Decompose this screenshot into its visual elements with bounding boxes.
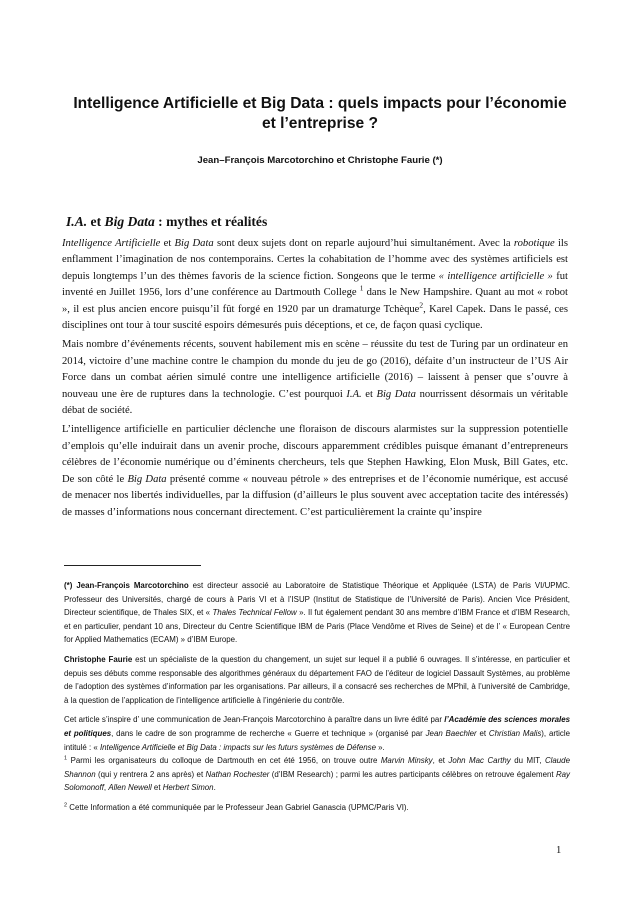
text: ». bbox=[375, 742, 385, 752]
em-text: Big Data bbox=[127, 473, 167, 485]
em-text: Big Data bbox=[174, 238, 214, 249]
em-text: Allen Newell bbox=[108, 783, 152, 793]
text: Cet article s’inspire d’ une communication de Jean-François Marcotorchino à paraître dans un livre édité par bbox=[64, 715, 445, 725]
em-text: Christian Malis bbox=[488, 728, 542, 738]
paragraph-3 bbox=[62, 422, 568, 520]
text: , et bbox=[432, 756, 449, 766]
bold-text: Christophe Faurie bbox=[64, 654, 133, 664]
text: (qui y rentrera 2 ans après) et bbox=[95, 769, 206, 779]
em-text: « intelligence artificielle » bbox=[438, 270, 553, 282]
paragraph-2 bbox=[62, 337, 568, 419]
footnote-number: 2 bbox=[64, 802, 68, 809]
bold-text: (*) Jean-François Marcotorchino bbox=[64, 581, 189, 590]
page-title: Intelligence Artificielle et Big Data : quels impacts pour l’économie et l’entreprise ? bbox=[73, 95, 567, 132]
em-text: Intelligence Artificielle et Big Data : impacts sur les futurs systèmes de Défense bbox=[99, 742, 376, 752]
text: et bbox=[151, 783, 163, 793]
text: fut inventé en Juillet 1956, lors d’une conférence au Dartmouth College bbox=[62, 270, 568, 299]
text: Parmi les organisateurs du colloque de Dartmouth en cet été 1956, on trouve outre bbox=[67, 756, 381, 766]
em-text: Marvin Minsky bbox=[380, 756, 433, 766]
em-text: robotique bbox=[513, 238, 555, 249]
heading-mid: et bbox=[87, 214, 105, 229]
body-text bbox=[62, 236, 568, 524]
em-text: Jean Baechler bbox=[425, 728, 477, 738]
text: et bbox=[476, 728, 489, 738]
bold-em-text: l’Académie des sciences morales et politiques bbox=[64, 715, 570, 738]
section-heading bbox=[66, 214, 267, 230]
em-text: Big Data bbox=[376, 388, 416, 400]
heading-em-bigdata: Big Data bbox=[104, 214, 155, 229]
authors-line: Jean–François Marcotorchino et Christophe Faurie (*) bbox=[197, 155, 443, 166]
text: et bbox=[361, 388, 377, 400]
text: ), article intitulé : « bbox=[64, 728, 570, 752]
footnote-ref-1[interactable]: 1 bbox=[359, 283, 364, 293]
text: présenté comme « nouveau pétrole » des entreprises et de l’économie numérique, est accusé de menacer nos libertés individuelles, par la diffusion (d’ailleurs le plus souvent avec acceptation tacite des intéressés) de masses d’informations nous concernant directement. C’est particulièrement la crainte qu’inspire bbox=[62, 473, 568, 518]
heading-rest: : mythes et réalités bbox=[154, 214, 268, 229]
footnote-authors-2 bbox=[64, 653, 570, 707]
text: Cette Information a été communiquée par le Professeur Jean Gabriel Ganascia (UPMC/Paris VI). bbox=[67, 802, 409, 812]
footnote-authors-1 bbox=[64, 579, 570, 647]
text: et bbox=[160, 238, 175, 249]
text: L’intelligence artificielle en particulier déclenche une floraison de discours alarmistes sur la suppression potentielle d’emplois qu’elle induirait dans un avenir proche, discours apparemment crédibles puisque émanant d’entrepreneurs célèbres de l’économie numérique ou d’éminents chercheurs, tels que Stephen Hawking, Elon Musk, Bill Gates, etc. De son côté le bbox=[62, 424, 568, 485]
paragraph-1 bbox=[62, 236, 568, 334]
em-text: Ray Solomonoff bbox=[64, 769, 570, 793]
footnotes bbox=[64, 579, 570, 821]
text: , bbox=[103, 783, 109, 793]
text: est directeur associé au Laboratoire de Statistique Théorique et Appliquée (LSTA) de Paris VI/UPMC. Professeur des Universités, chargé de cours à Paris VI et à l’ISUP (Institut de Statistique de l’Université de Paris). Ancien Vice Président, Directeur scientifique, de Thales SIX, et « bbox=[64, 581, 570, 618]
text: , Karel Capek. Dans le passé, ces disciplines ont tour à tour suscité espoirs démesurés puis déceptions, et ce, de façon quasi cyclique. bbox=[62, 303, 568, 332]
text: Mais nombre d’événements récents, souvent habilement mis en scène – réussite du test de Turing par un ordinateur en 2014, victoire d’une machine contre le champion du monde du jeu de go (2016), défaite d’un instructeur de l’US Air Force dans un combat aérien simulé contre une intelligence artificielle (2016) – laissent à penser que s’ouvre à nouveau une ère de ruptures dans la technologie. C’est pourquoi bbox=[62, 339, 568, 400]
text: du MIT, bbox=[510, 756, 545, 766]
em-text: Intelligence Artificielle bbox=[62, 238, 161, 249]
text: ». Il fut également pendant 30 ans membre d’IBM France et d’IBM Research, et en particulier, pendant 10 ans, Directeur du Centre Scientifique IBM de Paris (Place Vendôme et Rives de Seine) et de l’ « European Centre for Applied Mathematics (ECAM) » d’IBM Europe. bbox=[64, 608, 570, 645]
footnote-number: 1 bbox=[64, 755, 68, 762]
text: (d’IBM Research) ; parmi les autres participants célèbres on retrouve également bbox=[269, 769, 556, 779]
text: . bbox=[213, 783, 216, 793]
footnote-1 bbox=[64, 754, 570, 795]
em-text: Nathan Rochester bbox=[205, 769, 270, 779]
em-text: I.A. bbox=[346, 388, 362, 400]
footnote-2 bbox=[64, 801, 570, 815]
page-number: 1 bbox=[556, 845, 562, 856]
text: dans le New Hampshire. Quant au mot « robot », il est plus ancien encore puisqu’il fût forgé en 1920 par un dramaturge Tchèque bbox=[62, 287, 568, 315]
footnote-source bbox=[64, 713, 570, 754]
footnote-separator bbox=[64, 565, 201, 566]
em-text: Herbert Simon bbox=[162, 783, 214, 793]
text: est un spécialiste de la question du changement, un sujet sur lequel il a publié 6 ouvrages. Il s’intéresse, en particulier et depuis ses débuts comme responsable des algorithmes généraux du département FAO de l’éditeur de logiciel Dassault Systèmes, au problème de l’adoption des systèmes d’information par les organisations. Par ailleurs, il a consacré ses recherches de MPhil, à l’université de Cambridge, à la question de l’application de l’intelligence artificielle à l’ingénierie du contrôle. bbox=[64, 654, 570, 705]
em-text: John Mac Carthy bbox=[448, 756, 511, 766]
text: sont deux sujets dont on reparle aujourd’hui simultanément. Avec la bbox=[213, 238, 514, 249]
em-text: Thales Technical Fellow bbox=[212, 608, 297, 618]
footnote-ref-2[interactable]: 2 bbox=[419, 300, 424, 310]
heading-em-ia: I.A. bbox=[66, 214, 88, 229]
text: ils enflamment l’imagination de nos contemporains. Certes la cohabitation de l’homme avec des systèmes artificiels est depuis longtemps l’un des thèmes favoris de la science fiction. Songeons que le terme bbox=[62, 238, 568, 282]
text: nourrissent désormais un véritable débat de société. bbox=[62, 388, 568, 417]
text: , dans le cadre de son programme de recherche « Guerre et technique » (organisé par bbox=[111, 728, 426, 738]
em-text: Claude Shannon bbox=[64, 756, 570, 779]
